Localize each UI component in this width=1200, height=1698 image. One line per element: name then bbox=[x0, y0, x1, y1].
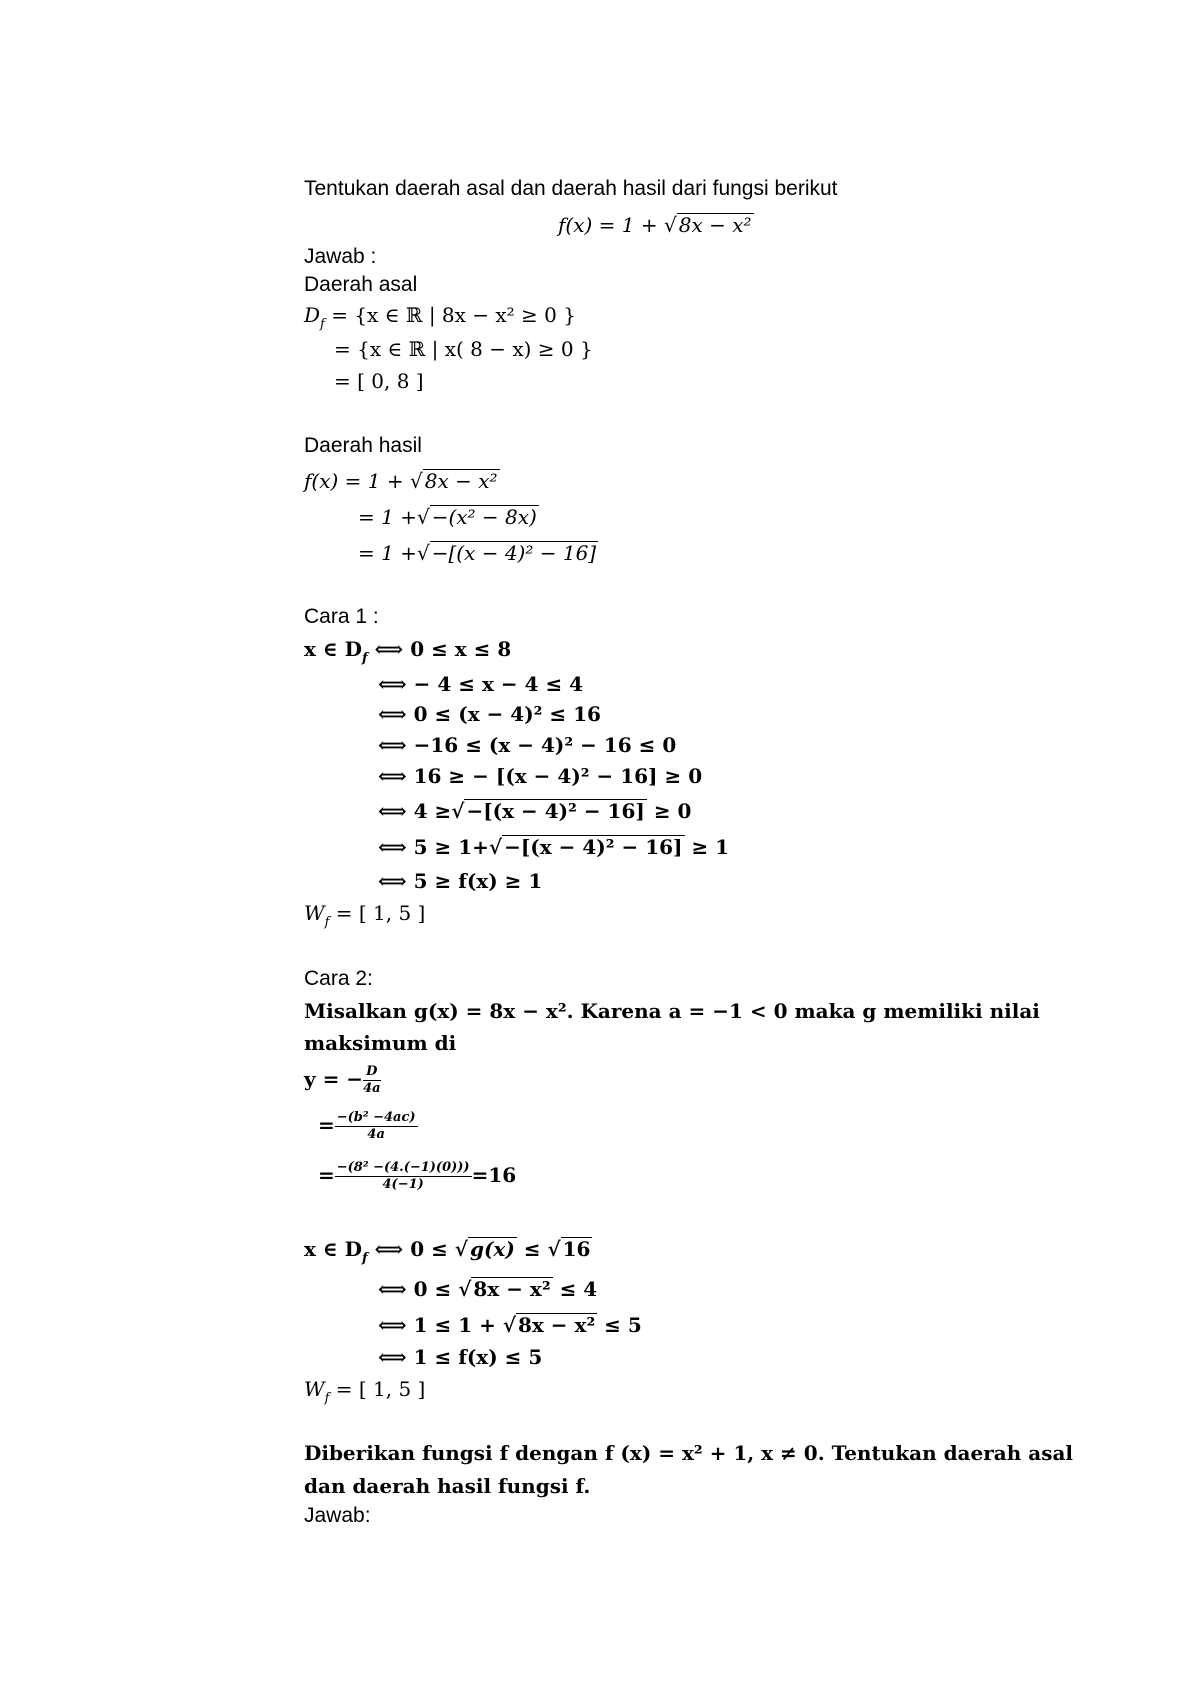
range-line-2: = 1 +√ −(x² − 8x) bbox=[358, 505, 537, 529]
cara1-step-1: ⟺ − 4 ≤ x − 4 ≤ 4 bbox=[378, 672, 584, 696]
cara1-step-4: ⟺ 16 ≥ − [(x − 4)² − 16] ≥ 0 bbox=[378, 764, 703, 788]
cara2-result: $W_f$ = [ 1, 5 ] bbox=[304, 1377, 426, 1406]
cara1-heading: Cara 1 : bbox=[304, 605, 379, 628]
vertex-formula: y = − $\frac{D}{4a}$ bbox=[304, 1064, 381, 1096]
cara2-step-2: ⟺ 0 ≤ √8x − x² ≤ 4 bbox=[378, 1277, 598, 1301]
cara2-start: x ∈ $D_f$ ⟺ 0 ≤ √ g(x) ≤ √ 16 bbox=[304, 1237, 591, 1266]
cara1-step-2: ⟺ 0 ≤ (x − 4)² ≤ 16 bbox=[378, 702, 601, 726]
fraction: $\frac{\text{−(8² −(4.(−1)(0)))}}{4(-1)}$ bbox=[336, 1160, 470, 1192]
vertex-formula-evaluated: = $\frac{\text{−(8² −(4.(−1)(0)))}}{4(-1)}$ =16 bbox=[318, 1160, 517, 1192]
radical: 8x − x² bbox=[678, 213, 752, 237]
domain-line-1: $D_f = \{x$ ∈ ℝ | 8x − x² ≥ 0 } bbox=[304, 303, 576, 332]
cara1-step-6: ⟺ 5 ≥ 1+√ −[(x − 4)² − 16] ≥ 1 bbox=[378, 835, 730, 859]
cara2-text-1: Misalkan g(x) = 8x − x². Karena a = −1 < 0 maka g memiliki nilai bbox=[304, 999, 1040, 1023]
cara1-step-7: ⟺ 5 ≥ f(x) ≥ 1 bbox=[378, 869, 543, 893]
domain-line-2: = {x ∈ ℝ | x( 8 − x) ≥ 0 } bbox=[334, 337, 593, 361]
domain-line-3: = [ 0, 8 ] bbox=[334, 369, 424, 393]
range-line-3: = 1 +√ −[(x − 4)² − 16] bbox=[358, 541, 597, 565]
cara1-step-3: ⟺ −16 ≤ (x − 4)² − 16 ≤ 0 bbox=[378, 733, 677, 757]
function-definition: f(x) = 1 + √ 8x − x² bbox=[558, 213, 752, 237]
problem2-line-2: dan daerah hasil fungsi f. bbox=[304, 1474, 591, 1498]
problem2-line-1: Diberikan fungsi f dengan f (x) = x² + 1, x ≠ 0. Tentukan daerah asal bbox=[304, 1441, 1074, 1465]
fraction: $\frac{D}{4a}$ bbox=[363, 1064, 381, 1096]
cara2-step-3: ⟺ 1 ≤ 1 + √8x − x² ≤ 5 bbox=[378, 1313, 642, 1337]
cara2-heading: Cara 2: bbox=[304, 967, 373, 990]
cara1-step-5: ⟺ 4 ≥√ −[(x − 4)² − 16] ≥ 0 bbox=[378, 799, 692, 823]
vertex-formula-expanded: = $\frac{\text{−(b² −4ac)}}{4a}$ bbox=[318, 1110, 416, 1142]
problem1-intro: Tentukan daerah asal dan daerah hasil dari fungsi berikut bbox=[304, 177, 838, 200]
problem2-answer-label: Jawab: bbox=[304, 1504, 371, 1527]
range-line-1: f(x) = 1 + √ 8x − x² bbox=[304, 469, 498, 493]
cara1-result: $W_f$ = [ 1, 5 ] bbox=[304, 901, 426, 930]
answer-label: Jawab : bbox=[304, 245, 377, 268]
cara2-step-4: ⟺ 1 ≤ f(x) ≤ 5 bbox=[378, 1345, 543, 1369]
cara1-start: x ∈ $D_f$ ⟺ 0 ≤ x ≤ 8 bbox=[304, 637, 512, 666]
domain-heading: Daerah asal bbox=[304, 273, 418, 296]
fraction: $\frac{\text{−(b² −4ac)}}{4a}$ bbox=[336, 1110, 416, 1142]
range-heading: Daerah hasil bbox=[304, 434, 422, 457]
cara2-text-2: maksimum di bbox=[304, 1031, 457, 1055]
